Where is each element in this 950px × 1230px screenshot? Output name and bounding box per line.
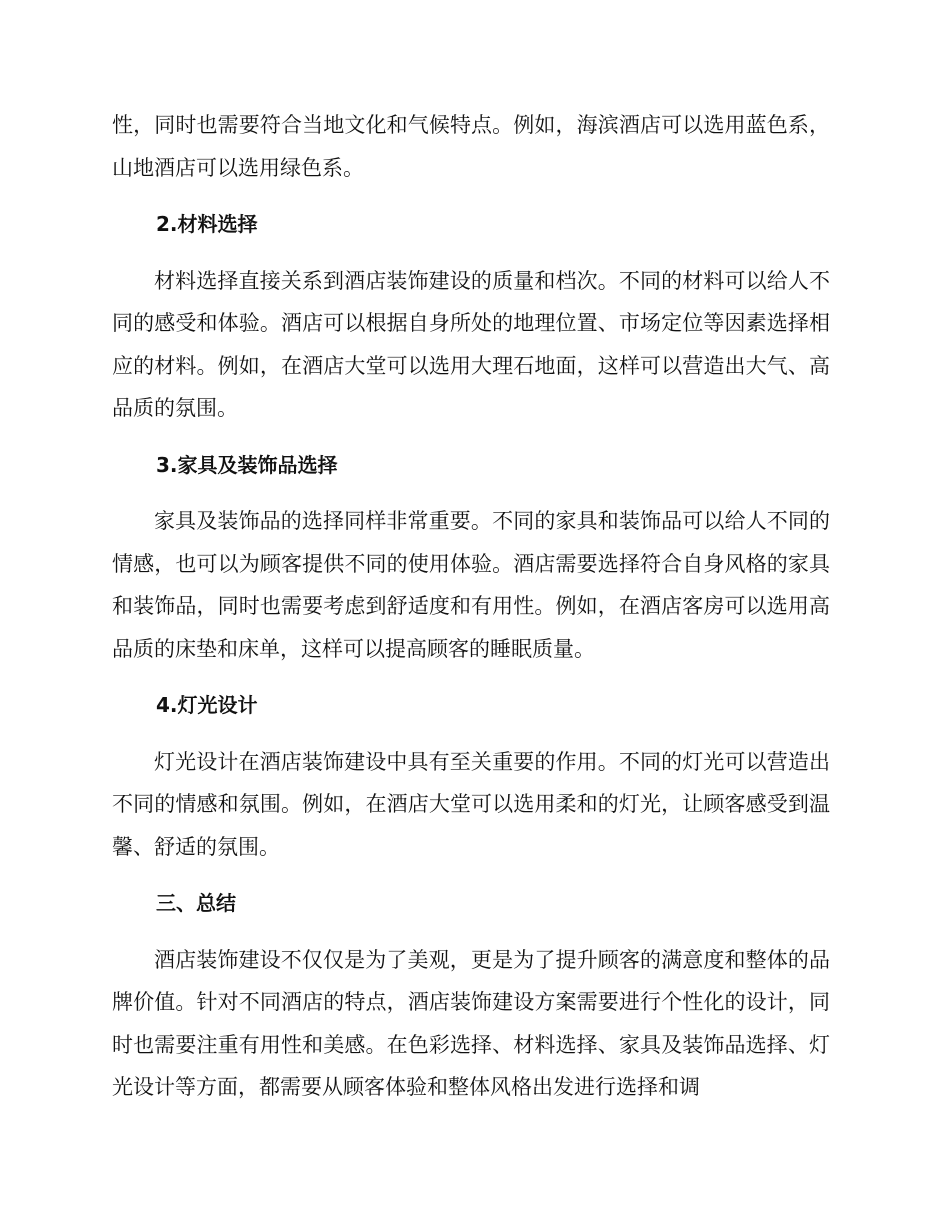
- paragraph-summary: 酒店装饰建设不仅仅是为了美观，更是为了提升顾客的满意度和整体的品牌价值。针对不同酒店的特点，酒店装饰建设方案需要进行个性化的设计，同时也需要注重有用性和美感。在色彩选择、材料选择、家具及装饰品选择、灯光设计等方面，都需要从顾客体验和整体风格出发进行选择和调: [112, 947, 830, 1099]
- heading-furniture-selection: 3.家具及装饰品选择: [156, 452, 338, 477]
- spacer: [112, 430, 830, 444]
- paragraph-lighting-design: 灯光设计在酒店装饰建设中具有至关重要的作用。不同的灯光可以营造出不同的情感和氛围。例如，在酒店大堂可以选用柔和的灯光，让顾客感受到温馨、舒适的氛围。: [112, 749, 830, 859]
- paragraph-color-selection-end: 性，同时也需要符合当地文化和气候特点。例如，海滨酒店可以选用蓝色系，山地酒店可以选用绿色系。: [112, 113, 830, 180]
- paragraph-material-selection: 材料选择直接关系到酒店装饰建设的质量和档次。不同的材料可以给人不同的感受和体验。酒店可以根据自身所处的地理位置、市场定位等因素选择相应的材料。例如，在酒店大堂可以选用大理石地面，这样可以营造出大气、高品质的氛围。: [112, 268, 830, 420]
- spacer: [112, 246, 830, 260]
- spacer: [112, 925, 830, 939]
- heading-lighting-design: 4.灯光设计: [156, 693, 258, 717]
- heading-summary: 三、总结: [156, 891, 236, 915]
- spacer: [112, 727, 830, 741]
- spacer: [112, 486, 830, 500]
- spacer: [112, 189, 830, 203]
- spacer: [112, 868, 830, 882]
- paragraph-furniture-selection: 家具及装饰品的选择同样非常重要。不同的家具和装饰品可以给人不同的情感，也可以为顾客提供不同的使用体验。酒店需要选择符合自身风格的家具和装饰品，同时也需要考虑到舒适度和有用性。例如，在酒店客房可以选用高品质的床垫和床单，这样可以提高顾客的睡眠质量。: [112, 509, 830, 661]
- spacer: [112, 670, 830, 684]
- heading-material-selection: 2.材料选择: [156, 212, 258, 236]
